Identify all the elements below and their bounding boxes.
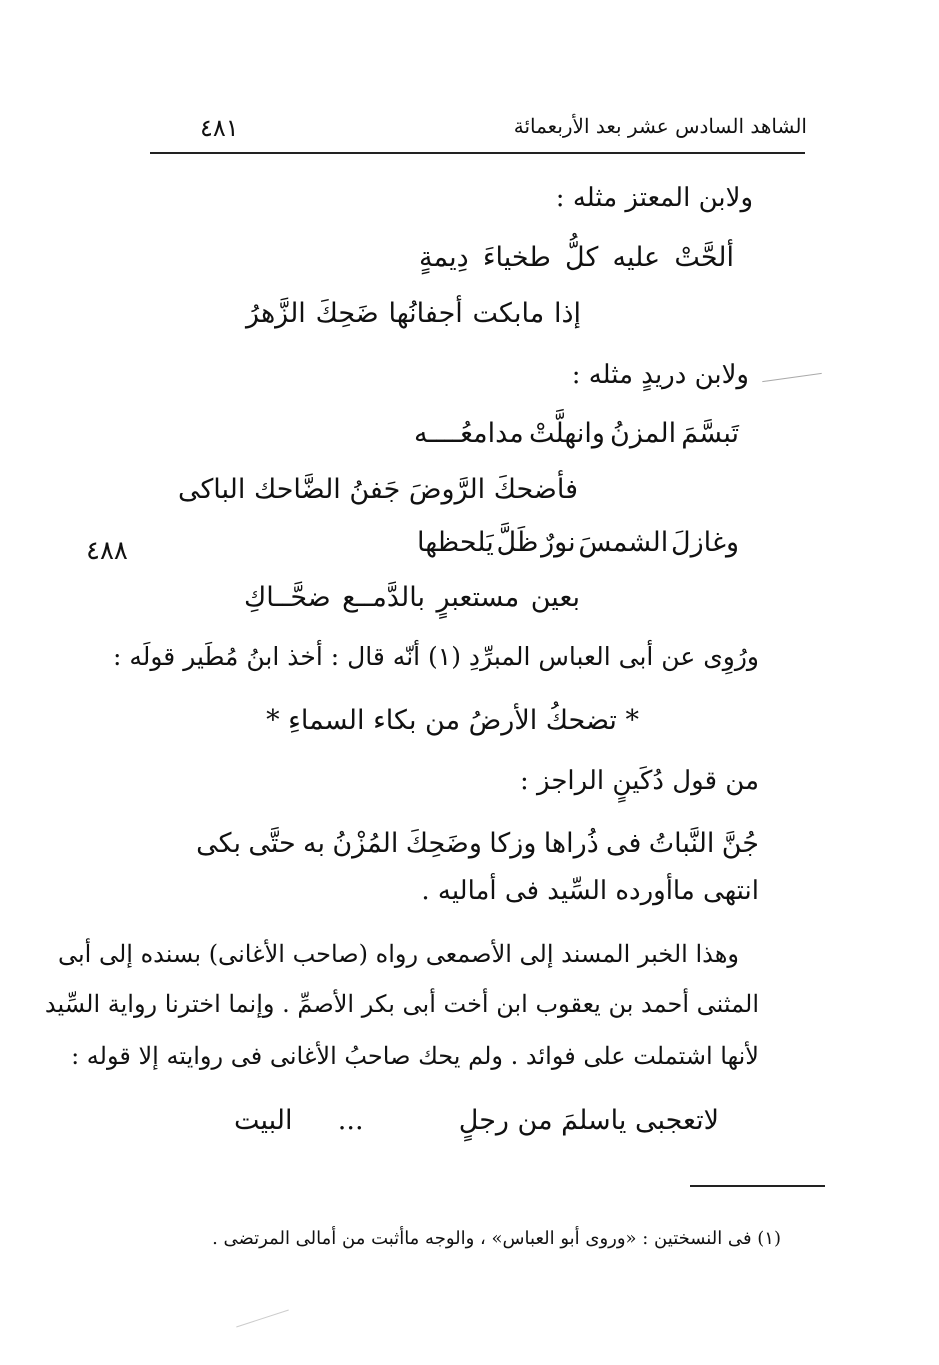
verse-word: دِيمةٍ bbox=[419, 242, 469, 273]
footnote-rule bbox=[690, 1185, 825, 1187]
intro-dukayn: من قول دُكَينٍ الراجز : bbox=[519, 766, 759, 796]
verse-final bbox=[234, 1105, 719, 1136]
verse-word: به bbox=[303, 828, 326, 859]
verse-word: مابكت bbox=[472, 298, 545, 329]
paragraph-line-1: وهذا الخبر المسند إلى الأصمعى رواه (صاحب الأغانى) بسنده إلى أبى bbox=[57, 940, 739, 968]
intro-ibn-almutazz: ولابن المعتز مثله : bbox=[555, 183, 753, 213]
scan-mark bbox=[236, 1310, 289, 1328]
page-number: ٤٨١ bbox=[200, 114, 239, 142]
verse-dukayn bbox=[196, 828, 759, 859]
verse-word: نورٌ bbox=[541, 527, 576, 558]
paragraph-line-3: لأنها اشتملت على فوائد . ولم يحك صاحبُ الأغانى فى روايته إلا قوله : bbox=[71, 1042, 759, 1070]
intro-ibn-durayd: ولابن دريدٍ مثله : bbox=[571, 360, 749, 390]
verse-word: أجفانُها bbox=[388, 298, 463, 329]
verse-word: النَّباتُ bbox=[648, 828, 715, 859]
verse-word: مستعبرٍ bbox=[436, 582, 520, 613]
end-of-quotation: انتهى ماأورده السِّيد فى أماليه . bbox=[421, 876, 759, 906]
verse-word: كلُّ bbox=[565, 242, 599, 273]
verse-line-3 bbox=[414, 418, 739, 449]
verse-hemistich: لاتعجبى ياسلمَ من رجلٍ bbox=[458, 1105, 719, 1136]
narration-mubarrad: ورُوِى عن أبى العباس المبرِّدِ (١) أنّه قال : أخذ ابنُ مُطَير قولَه : bbox=[113, 642, 759, 671]
verse-word: المزنُ bbox=[610, 418, 677, 449]
verse-word: عليه bbox=[612, 242, 661, 273]
verse-word: وانهلَّتْ bbox=[528, 418, 605, 449]
verse-line-5 bbox=[417, 527, 739, 558]
verse-word: تَبسَّمَ bbox=[681, 418, 739, 449]
verse-word: بالدَّمــع bbox=[342, 582, 425, 613]
verse-word: مدامعُــــه bbox=[414, 418, 524, 449]
verse-word: ضحَّــاكِ bbox=[244, 582, 331, 613]
verse-word: بكى bbox=[196, 828, 242, 859]
hemistich-ibn-mutayr: * تضحكُ الأرضُ من بكاء السماءِ * bbox=[266, 705, 639, 736]
paragraph-line-2: المثنى أحمد بن يعقوب ابن أخت أبى بكر الأصمِّ . وإنما اخترنا رواية السِّيد bbox=[44, 990, 759, 1018]
verse-word: حتَّى bbox=[248, 828, 296, 859]
running-title: الشاهد السادس عشر بعد الأربعمائة bbox=[513, 114, 807, 138]
margin-page-number: ٤٨٨ bbox=[86, 536, 128, 566]
verse-word: طخياءَ bbox=[482, 242, 551, 273]
verse-word: فى bbox=[606, 828, 642, 859]
verse-word: وضَحِكَ bbox=[405, 828, 482, 859]
verse-word: الزَّهرُ bbox=[246, 298, 306, 329]
verse-word: جُنَّ bbox=[721, 828, 759, 859]
verse-word: ضَحِكَ bbox=[315, 298, 379, 329]
header-rule bbox=[150, 152, 805, 154]
verse-word: بعين bbox=[530, 582, 580, 613]
verse-line-1 bbox=[419, 242, 734, 273]
verse-word: ظَلَّ bbox=[496, 527, 539, 558]
footnote: (١) فى النسختين : «وروى أبو العباس» ، والوجه ماأثبت من أمالى المرتضى . bbox=[212, 1228, 781, 1249]
verse-ellipsis: ... bbox=[337, 1105, 364, 1136]
margin-stroke bbox=[762, 373, 822, 382]
verse-line-6 bbox=[244, 582, 580, 613]
verse-line-4: فأضحكَ الرَّوضَ جَفنُ الضَّاحك الباكى bbox=[177, 474, 578, 505]
verse-word: إذا bbox=[553, 298, 581, 329]
verse-word: المُزْنُ bbox=[332, 828, 399, 859]
verse-word: وغازلَ bbox=[670, 527, 739, 558]
verse-word: البيت bbox=[234, 1105, 293, 1136]
verse-word: وزكا bbox=[489, 828, 537, 859]
verse-word: ذُراها bbox=[543, 828, 599, 859]
verse-line-2 bbox=[246, 298, 581, 329]
verse-word: ألحَّتْ bbox=[674, 242, 734, 273]
verse-word: الشمسَ bbox=[578, 527, 669, 558]
verse-word: يَلحظها bbox=[417, 527, 494, 558]
